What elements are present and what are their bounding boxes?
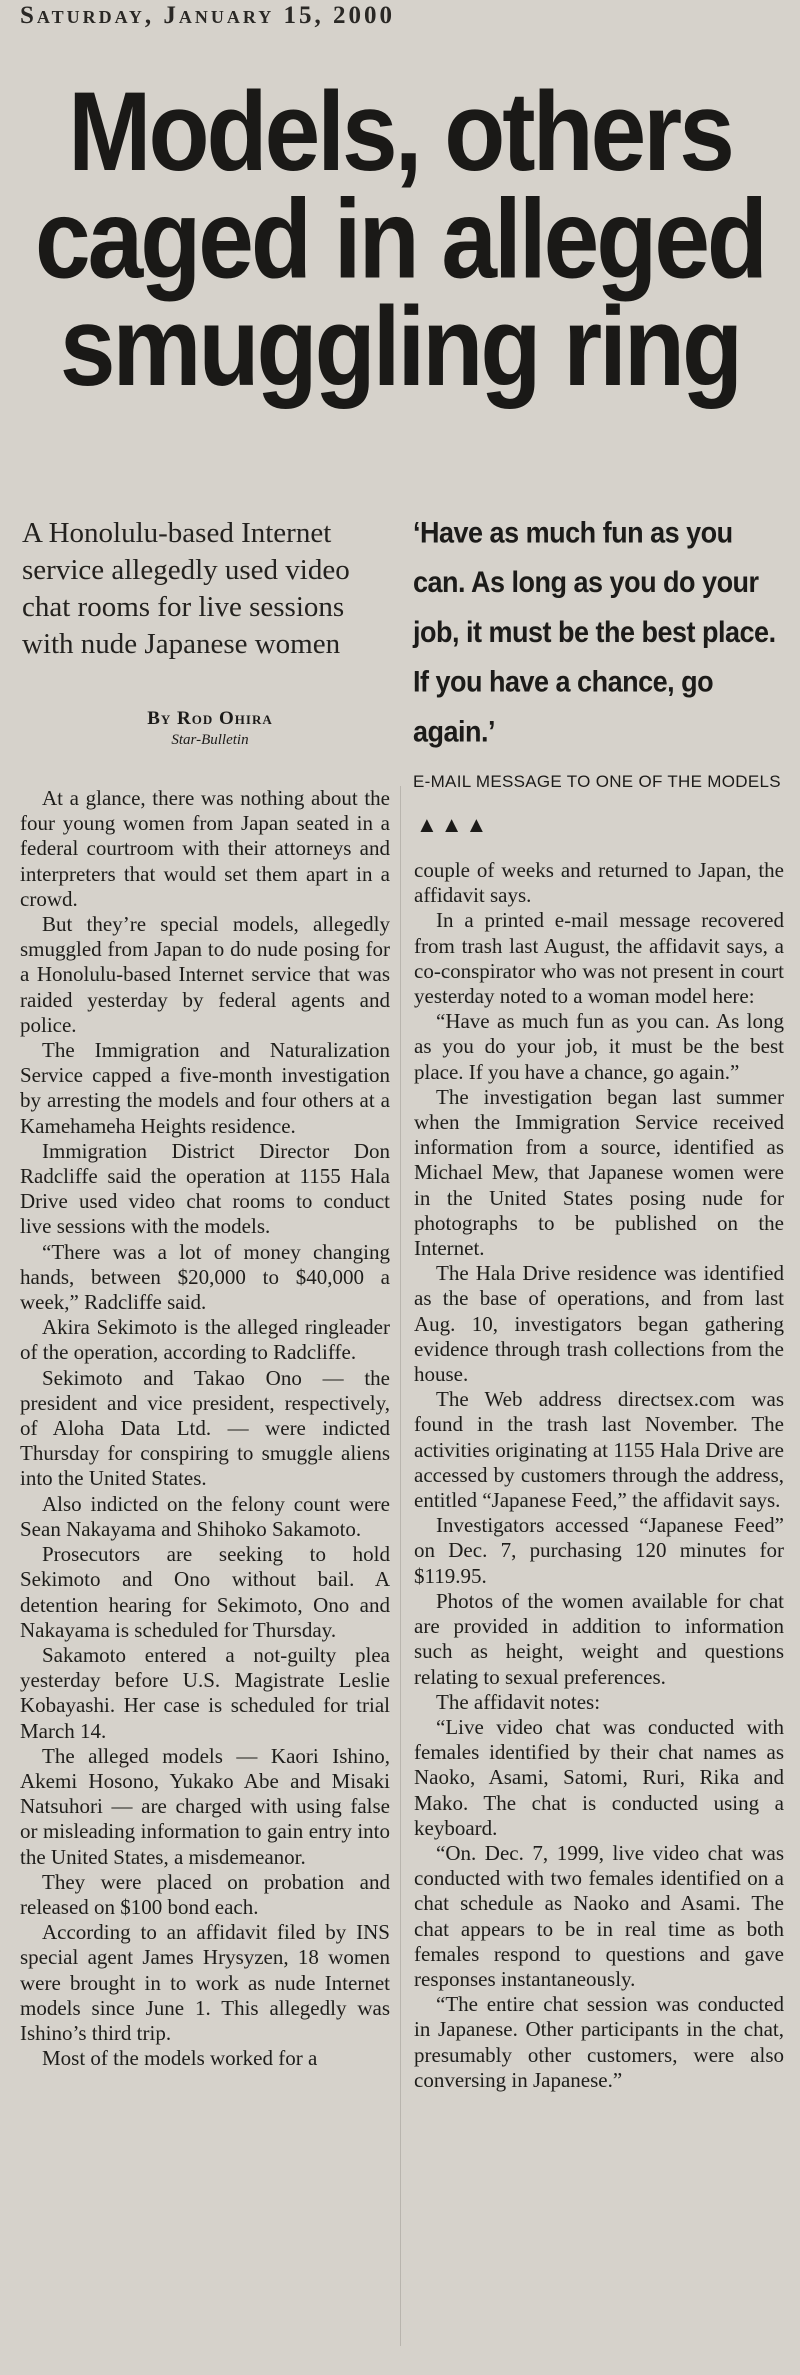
article-paragraph: The alleged models — Kaori Ishino, Akemi Hosono, Yukako Abe and Misaki Natsuhori — are charged with using false or misleading information to gain entry into the United States, a misdemeanor.: [20, 1743, 390, 1869]
article-paragraph: “The entire chat session was conducted in Japanese. Other participants in the chat, presumably other customers, were also conversing in Japanese.”: [414, 1992, 784, 2092]
article-paragraph: Investigators accessed “Japanese Feed” on Dec. 7, purchasing 120 minutes for $119.95.: [414, 1513, 784, 1588]
article-paragraph: The affidavit notes:: [436, 1689, 601, 1714]
headline-line: smuggling ring: [59, 284, 741, 410]
headline: [10, 69, 790, 410]
article-paragraph: The Web address directsex.com was found in the trash last November. The activities originating at 1155 Hala Drive are accessed by customers through the address, entitled “Japanese Feed,” the affidavit says.: [414, 1387, 784, 1513]
article-paragraph: But they’re special models, allegedly smuggled from Japan to do nude posing for a Honolulu-based Internet service that was raided yesterday by federal agents and police.: [20, 912, 390, 1037]
subheadline-deck: A Honolulu-based Internet service allegedly used video chat rooms for live sessions with nude Japanese women: [22, 517, 350, 660]
headline-line: Models, others: [68, 69, 732, 195]
headline-line: caged in alleged: [34, 176, 766, 302]
article-paragraph: In a printed e-mail message recovered from trash last August, the affidavit says, a co-conspirator who was not present in court yesterday noted to a woman model here:: [414, 908, 784, 1009]
article-paragraph: Immigration District Director Don Radcliffe said the operation at 1155 Hala Drive used video chat rooms to conduct live sessions with the models.: [20, 1138, 390, 1239]
article-paragraph: The Immigration and Naturalization Service capped a five-month investigation by arresting the models and four others at a Kamehameha Heights residence.: [20, 1038, 390, 1138]
article-paragraph: They were placed on probation and released on $100 bond each.: [20, 1869, 390, 1919]
article-paragraph-continued: couple of weeks and returned to Japan, the affidavit says.: [414, 858, 784, 908]
article-paragraph: The Hala Drive residence was identified as the base of operations, and from last Aug. 10, investigators began gathering evidence through trash collections from the house.: [414, 1261, 784, 1387]
pull-quote: ‘Have as much fun as you can. As long as you do your job, it must be the best place. If you have a chance, go again.’: [413, 516, 776, 748]
article-paragraph: According to an affidavit filed by INS special agent James Hrysyzen, 18 women were brought in to work as nude Internet models since June 1. This allegedly was Ishino’s third trip.: [20, 1920, 390, 2045]
byline: [120, 708, 300, 749]
article-paragraph: Sekimoto and Takao Ono — the president and vice president, respectively, of Aloha Data Ltd. — were indicted Thursday for conspiring to smuggle aliens into the United States.: [20, 1365, 390, 1491]
article-column-left: [20, 786, 390, 2071]
byline-outlet: Star-Bulletin: [171, 732, 249, 748]
column-divider: [400, 786, 401, 2346]
byline-author: By Rod Ohira: [147, 708, 273, 729]
pull-quote-attribution: E-MAIL MESSAGE TO ONE OF THE MODELS: [413, 772, 781, 791]
article-paragraph: “Live video chat was conducted with females identified by their chat names as Naoko, Asami, Satomi, Ruri, Rika and Mako. The chat is conducted using a keyboard.: [414, 1714, 784, 1840]
article-paragraph: Sakamoto entered a not-guilty plea yesterday before U.S. Magistrate Leslie Kobayashi. Her case is scheduled for trial March 14.: [20, 1642, 390, 1743]
article-paragraph: “There was a lot of money changing hands, between $20,000 to $40,000 a week,” Radcliffe said.: [20, 1239, 390, 1315]
article-paragraph: “Have as much fun as you can. As long as you do your job, it must be the best place. If you have a chance, go again.”: [414, 1009, 784, 1084]
article-paragraph: At a glance, there was nothing about the four young women from Japan seated in a federal courtroom with their attorneys and interpreters that would set them apart in a crowd.: [20, 786, 390, 911]
article-paragraph: Prosecutors are seeking to hold Sekimoto and Ono without bail. A detention hearing for Sekimoto, Ono and Nakayama is scheduled for Thursday.: [20, 1542, 390, 1642]
triangle-ornament-icon: ▲▲▲: [416, 812, 491, 837]
dateline: Saturday, January 15, 2000: [20, 2, 396, 29]
article-paragraph: Akira Sekimoto is the alleged ringleader of the operation, according to Radcliffe.: [20, 1315, 390, 1365]
article-paragraph: “On. Dec. 7, 1999, live video chat was conducted with two females identified on a chat schedule as Naoko and Asami. The chat appears to be in real time as both females respond to questions and gave responses instantaneously.: [414, 1840, 784, 1991]
article-paragraph: Most of the models worked for a: [42, 2046, 318, 2071]
article-paragraph: The investigation began last summer when the Immigration Service received information from a source, identified as Michael Mew, that Japanese women were in the United States posing nude for photographs to be published on the Internet.: [414, 1084, 784, 1261]
article-paragraph: Photos of the women available for chat are provided in addition to information such as height, weight and questions relating to sexual preferences.: [414, 1588, 784, 1689]
article-column-right: [414, 858, 784, 2093]
article-paragraph: Also indicted on the felony count were Sean Nakayama and Shihoko Sakamoto.: [20, 1491, 390, 1541]
